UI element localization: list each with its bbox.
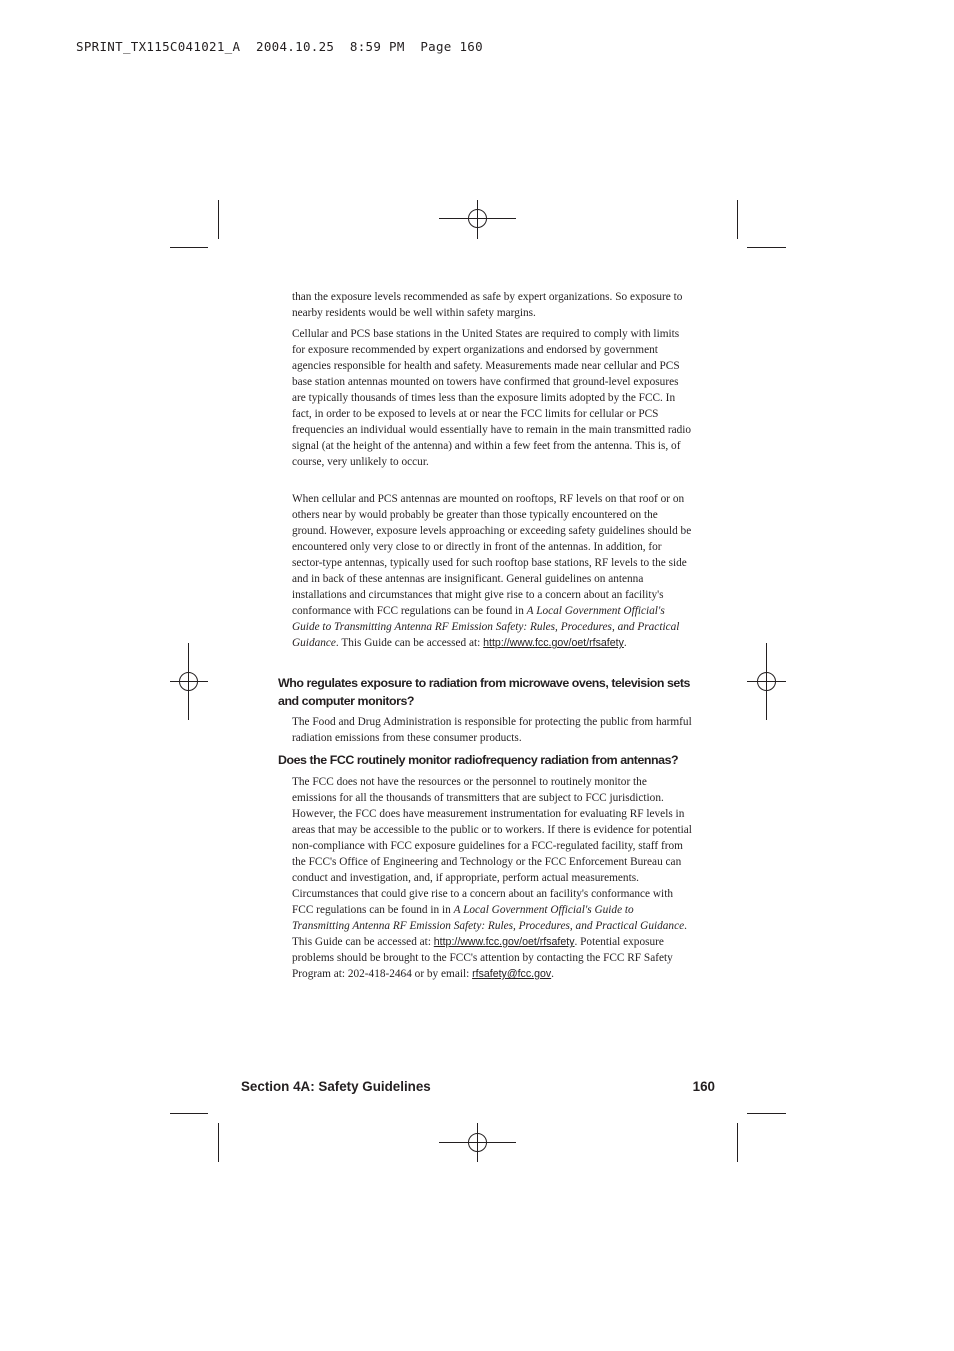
guide-title: A Local Government Official's Guide to Transmitting Antenna RF Emission Safety: Rules, Procedures, and Practical Guidance xyxy=(292,605,680,649)
paragraph-text: When cellular and PCS antennas are mounted on rooftops, RF levels on that roof or on others near by would probably be greater than those typically encountered on the ground. However, exposure levels approaching or exceeding safety guidelines should be encountered only very close to or directly in front of the antennas. In addition, for sector-type antennas, typically used for such rooftop base stations, RF levels to the side and in back of these antennas are insignificant. General guidelines on antenna installations and circumstances that might give rise to a concern about an facility's conformance with FCC regulations can be found in xyxy=(292,493,692,617)
registration-mark-left xyxy=(170,643,208,720)
paragraph-text-after: . This Guide can be accessed at: xyxy=(335,637,484,649)
paragraph-base-stations: Cellular and PCS base stations in the United States are required to comply with limits for exposure recommended by expert organizations and endorsed by government agencies responsible for health and safety. Measurements made near cellular and PCS base station antennas mounted on towers have confirmed that ground-level exposures are typically thousands of times less than the exposure limits adopted by the FCC. In fact, in order to be exposed to levels at or near the FCC limits for cellular or PCS frequencies an individual would essentially have to remain in the main transmitted radio signal (at the height of the antenna) and within a few feet from the antenna. This is, of course, very unlikely to occur. xyxy=(292,328,692,468)
paragraph-text-contact: . Potential exposure problems should be brought to the FCC's attention by contacting the FCC RF Safety Program at: 202-418-2464 or by email: xyxy=(292,936,673,980)
paragraph-fcc-monitoring: The FCC does not have the resources or the personnel to routinely monitor the emissions for all the thousands of transmitters that are subject to FCC jurisdiction. However, the FCC does have measurement instrumentation for evaluating RF levels in areas that may be accessible to the public or to workers. If there is evidence for potential non-compliance with FCC exposure guidelines for a FCC-regulated facility, staff from the FCC's Office of Engineering and Technology or the FCC Enforcement Bureau can conduct and investigation, and, if appropriate, perform actual measurements. Circumstances that could give rise to a concern about an facility's conformance with FCC regulations can be found in in A Local Government Official's Guide to Transmitting Antenna RF Emission Safety: Rules, Procedures, and Practical Guidance. This Guide can be accessed at: http://www.fcc.gov/oet/rfsafety. Potential exposure problems should be brought to the FCC's attention by contacting the FCC RF Safety Program at: 202-418-2464 or by email: rfsafety@fcc.gov. xyxy=(292,776,692,980)
registration-mark-bottom xyxy=(439,1123,516,1162)
paragraph-exposure-nearby: than the exposure levels recommended as safe by expert organizations. So exposure to nearby residents would be well within safety margins. xyxy=(292,291,683,319)
paragraph-text-after: . This Guide can be accessed at: xyxy=(292,920,687,948)
heading-microwave-regulation: Who regulates exposure to radiation from microwave ovens, television sets and computer monitors? xyxy=(278,676,690,708)
rfsafety-email-link[interactable]: rfsafety@fcc.gov xyxy=(472,968,552,980)
footer-section-title: Section 4A: Safety Guidelines xyxy=(241,1079,431,1094)
registration-mark-top xyxy=(439,200,516,239)
print-slug: SPRINT_TX115C041021_A 2004.10.25 8:59 PM Page 160 xyxy=(76,39,483,54)
paragraph-rooftop-antennas: When cellular and PCS antennas are mounted on rooftops, RF levels on that roof or on others near by would probably be greater than those typically encountered on the ground. However, exposure levels approaching or exceeding safety guidelines should be encountered only very close to or directly in front of the antennas. In addition, for sector-type antennas, typically used for such rooftop base stations, RF levels to the side and in back of these antennas are insignificant. General guidelines on antenna installations and circumstances that might give rise to a concern about an facility's conformance with FCC regulations can be found in A Local Government Official's Guide to Transmitting Antenna RF Emission Safety: Rules, Procedures, and Practical Guidance. This Guide can be accessed at: http://www.fcc.gov/oet/rfsafety. xyxy=(292,493,692,649)
heading-fcc-monitoring: Does the FCC routinely monitor radiofrequency radiation from antennas? xyxy=(278,753,679,767)
fcc-rfsafety-link[interactable]: http://www.fcc.gov/oet/rfsafety xyxy=(483,637,624,649)
paragraph-fda: The Food and Drug Administration is responsible for protecting the public from harmful radiation emissions from these consumer products. xyxy=(292,716,692,744)
registration-mark-right xyxy=(747,643,786,720)
guide-title: A Local Government Official's Guide to Transmitting Antenna RF Emission Safety: Rules, Procedures, and Practical Guidance xyxy=(292,904,685,932)
paragraph-text: The FCC does not have the resources or the personnel to routinely monitor the emissions for all the thousands of transmitters that are subject to FCC jurisdiction. However, the FCC does have measurement instrumentation for evaluating RF levels in areas that may be accessible to the public or to workers. If there is evidence for potential non-compliance with FCC exposure guidelines for a FCC-regulated facility, staff from the FCC's Office of Engineering and Technology or the FCC Enforcement Bureau can conduct and investigation, and, if appropriate, perform actual measurements. Circumstances that could give rise to a concern about an facility's conformance with FCC regulations can be found in in xyxy=(292,776,692,916)
fcc-rfsafety-link[interactable]: http://www.fcc.gov/oet/rfsafety xyxy=(433,936,575,948)
footer-page-number: 160 xyxy=(692,1079,715,1094)
